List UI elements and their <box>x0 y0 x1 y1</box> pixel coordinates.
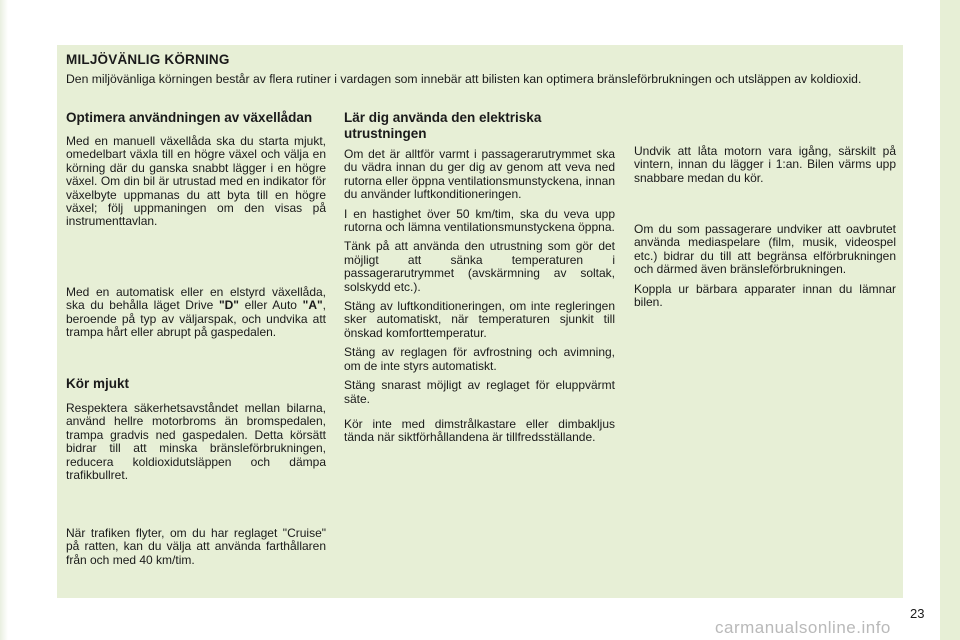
paragraph-safety-distance: Respektera säkerhetsavståndet mellan bilarna, använd hellre motorbroms än bromspedalen, trampa gradvis ned gaspedalen. Detta körsätt bidrar till att minska bränsleförbrukningen, reducera koldioxidutsläppen och dämpa trafikbullret. <box>66 401 326 483</box>
paragraph-fog-lights: Kör inte med dimstrålkastare eller dimbakljus tända när siktförhållandena är tillfredsställande. <box>344 416 615 445</box>
heading-electrical-equipment: Lär dig använda den elektriska utrustningen <box>344 110 542 141</box>
page-title: MILJÖVÄNLIG KÖRNING <box>66 52 230 67</box>
page-edge <box>0 0 8 640</box>
column-3-top <box>634 145 896 185</box>
heading-drive-smoothly: Kör mjukt <box>66 376 130 391</box>
column-2 <box>344 110 615 445</box>
paragraph-heated-seat: Stäng snarast möjligt av reglaget för eluppvärmt säte. <box>344 378 615 406</box>
column-1-middle <box>66 286 326 340</box>
right-margin-strip <box>940 0 960 640</box>
paragraph-speed-windows: I en hastighet över 50 km/tim, ska du veva upp rutorna och lämna ventilationsmunstyckena öppna. <box>344 206 615 235</box>
column-1-top <box>66 110 326 229</box>
paragraph-media-players: Om du som passagerare undviker att oavbrutet använda mediaspelare (film, musik, videospel etc.) bidrar du till att begränsa elförbrukningen och därmed även bränsleförbrukningen. <box>634 222 896 277</box>
watermark: carmanualsonline.info <box>715 618 891 637</box>
paragraph-engine-idle: Undvik att låta motorn vara igång, särskilt på vintern, innan du lägger i 1:an. Bilen värms upp snabbare medan du kör. <box>634 144 896 185</box>
paragraph-sun-protection: Tänk på att använda den utrustning som gör det möjligt att sänka temperaturen i passagerarutrymmet (avskärmning av soltak, solskydd etc.). <box>344 239 615 294</box>
paragraph-air-conditioning: Stäng av luftkonditioneringen, om inte regleringen sker automatiskt, när temperaturen sjunkit till önskad komforttemperatur. <box>344 299 615 340</box>
heading-gearbox: Optimera användningen av växellådan <box>66 110 313 125</box>
paragraph-ventilate: Om det är alltför varmt i passagerarutrymmet ska du vädra innan du ger dig av genom att veva ned rutorna eller öppna ventilationsmunstyckena, innan du använder luftkonditioneringen. <box>344 147 615 202</box>
column-3-lower <box>634 223 896 309</box>
paragraph-manual-gearbox: Med en manuell växellåda ska du starta mjukt, omedelbart växla till en högre växel och välja en körning där du ganska snabbt lägger i en högre växel. Om din bil är utrustad med en indikator för växelbyte uppmanas du att byta till en högre växel; följ uppmaningen om den visas på instrumenttavlan. <box>66 134 326 229</box>
paragraph-automatic-gearbox: Med en automatisk eller en elstyrd växellåda, ska du behålla läget Drive "D" eller Auto "A", beroende på typ av väljarspak, och undvika att trampa hårt eller abrupt på gaspedalen. <box>66 285 327 340</box>
page-number: 23 <box>910 606 925 621</box>
paragraph-cruise-control: När trafiken flyter, om du har reglaget "Cruise" på ratten, kan du välja att använda farthållaren från och med 40 km/tim. <box>66 526 326 567</box>
intro-paragraph: Den miljövänliga körningen består av flera rutiner i vardagen som innebär att bilisten kan optimera bränsleförbrukningen och utsläppen av koldioxid. <box>66 72 862 86</box>
paragraph-portable-devices: Koppla ur bärbara apparater innan du lämnar bilen. <box>634 281 896 310</box>
paragraph-defrost: Stäng av reglagen för avfrostning och avimning, om de inte styrs automatiskt. <box>344 345 615 373</box>
column-1-bottom <box>66 527 326 567</box>
column-1-lower <box>66 376 326 482</box>
